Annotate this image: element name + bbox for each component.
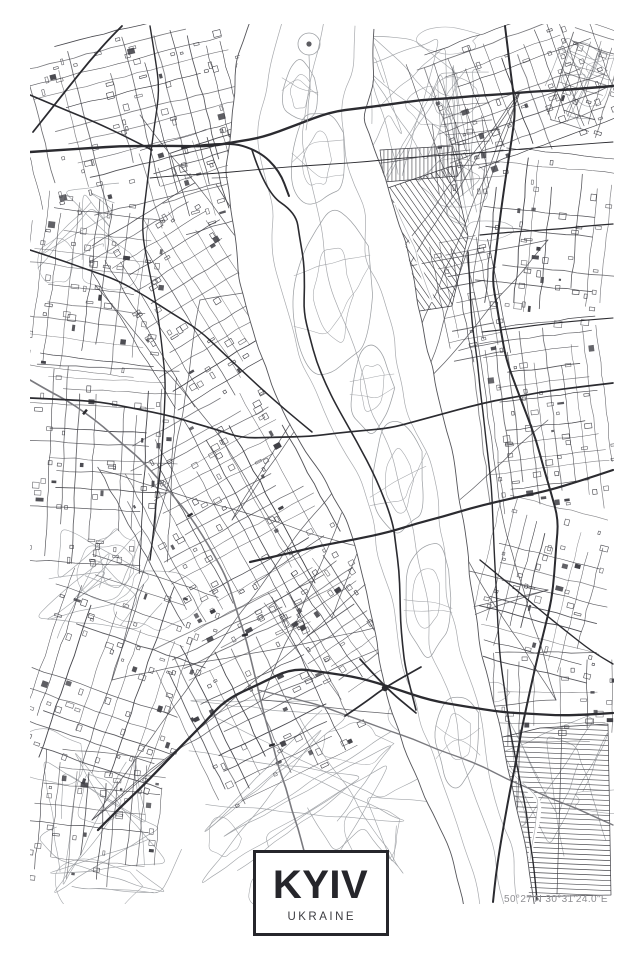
coordinates-label: 50°27'N 30°31'24.0"E: [504, 894, 608, 905]
title-box: [253, 850, 389, 936]
country-subtitle: UKRAINE: [287, 911, 357, 923]
city-title: KYIV: [272, 863, 369, 907]
